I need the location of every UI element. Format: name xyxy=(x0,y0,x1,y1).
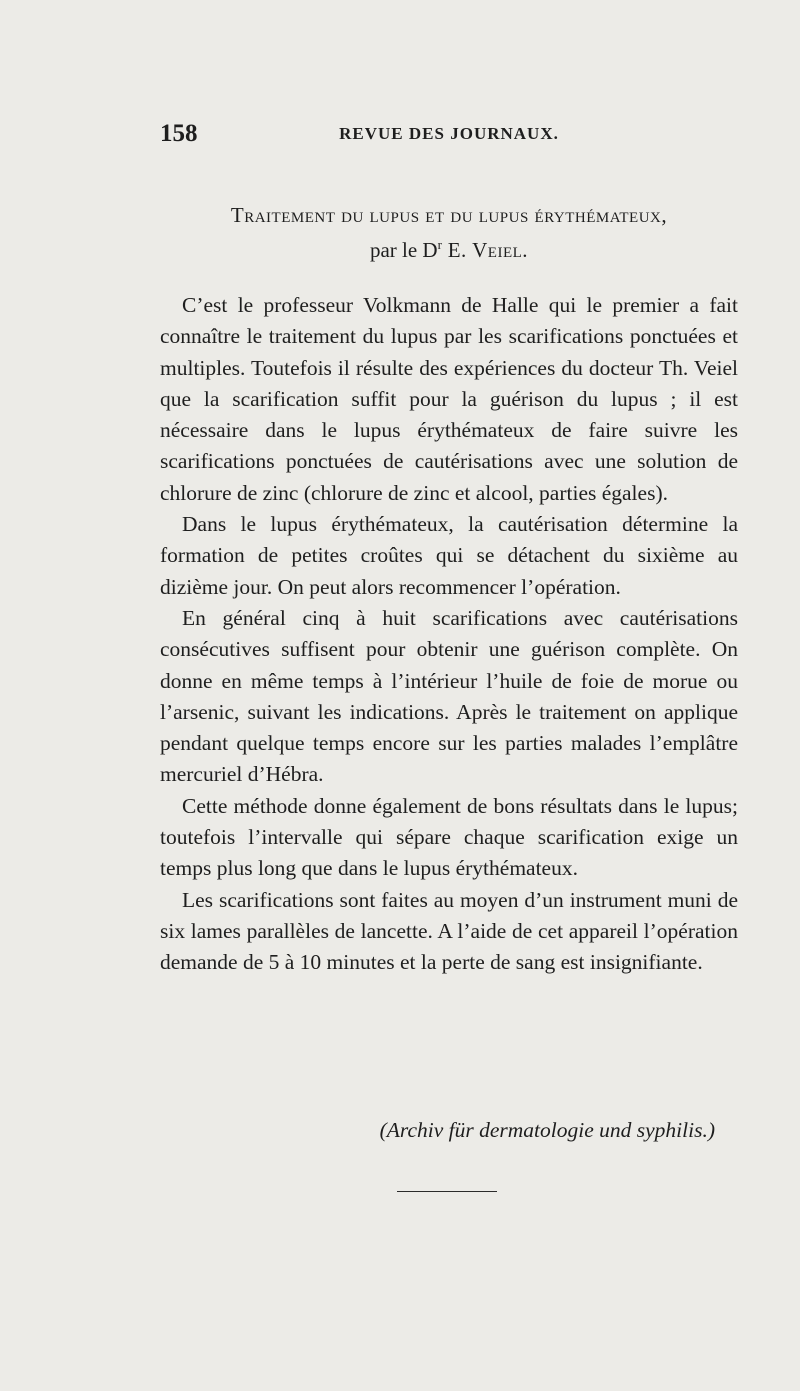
running-head: REVUE DES JOURNAUX. xyxy=(339,124,559,143)
body-paragraph: Cette méthode donne également de bons résultats dans le lupus; toutefois l’intervalle qui sépare chaque scarification exige un temps plus long que dans le lupus érythémateux. xyxy=(160,793,738,881)
article-title-line: Traitement du lupus et du lupus érythémateux, xyxy=(230,203,668,227)
author-name: E. Veiel. xyxy=(441,238,529,262)
author-prefix-superscript: r xyxy=(437,237,442,252)
body-paragraph: Les scarifications sont faites au moyen d’un instrument muni de six lames parallèles de lancette. A l’aide de cet appareil l’opération demande de 5 à 10 minutes et la perte de sang est insignifiante. xyxy=(160,887,738,975)
body-paragraph: Dans le lupus érythémateux, la cautérisation détermine la formation de petites croûtes qui se détachent du sixième au dizième jour. On peut alors recommencer l’opération. xyxy=(160,512,738,599)
article-title xyxy=(160,200,738,265)
article-author-line xyxy=(160,230,738,265)
source-citation: (Archiv für dermatologie und syphilis.) xyxy=(379,1118,715,1142)
page-number: 158 xyxy=(160,120,198,147)
article-body xyxy=(160,290,738,979)
page-header xyxy=(160,120,738,150)
section-divider xyxy=(397,1191,497,1192)
body-paragraph: C’est le professeur Volkmann de Halle qui le premier a fait connaître le traitement du lupus par les scarifications ponctuées et multiples. Toutefois il résulte des expériences du docteur Th. Veiel que la scarification suffit pour la guérison du lupus ; il est nécessaire dans le lupus érythémateux de faire suivre les scarifications ponctuées de cautérisations avec une solution de chlorure de zinc (chlorure de zinc et alcool, parties égales). xyxy=(160,293,738,505)
body-paragraph: En général cinq à huit scarifications avec cautérisations consécutives suffisent pour obtenir une guérison complète. On donne en même temps à l’intérieur l’huile de foie de morue ou l’arsenic, suivant les indications. Après le traitement on applique pendant quelque temps encore sur les parties malades l’emplâtre mercuriel d’Hébra. xyxy=(160,605,738,787)
author-prefix: par le D xyxy=(369,238,438,262)
